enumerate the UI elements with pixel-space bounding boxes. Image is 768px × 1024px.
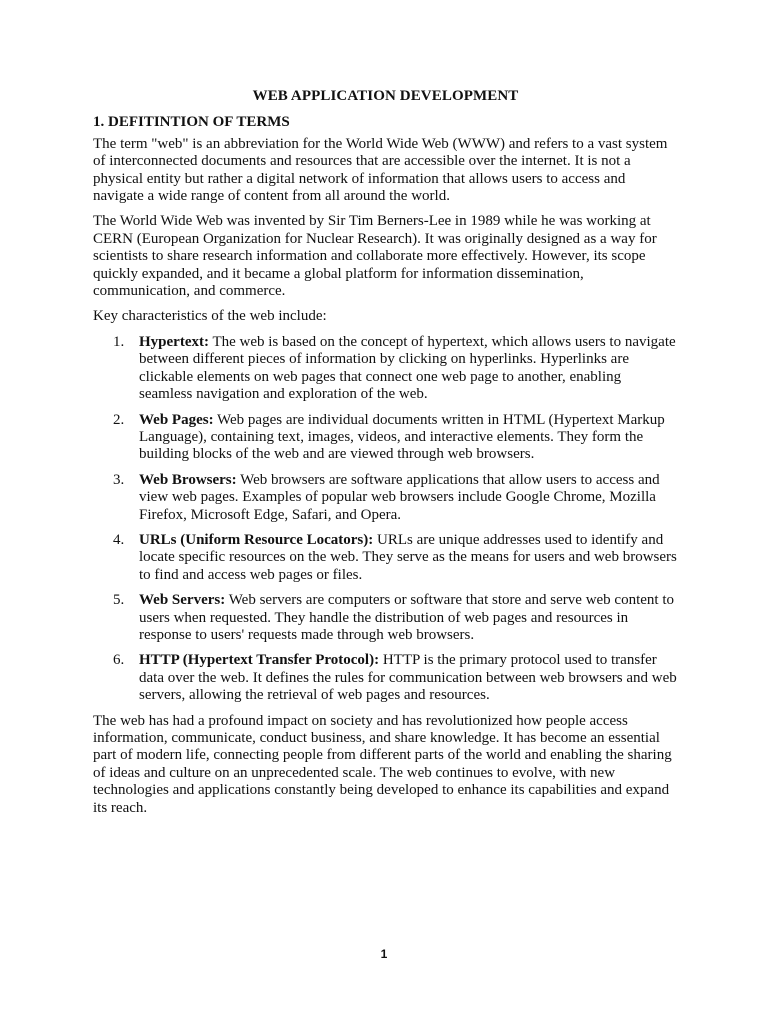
document-title: WEB APPLICATION DEVELOPMENT <box>252 88 519 104</box>
list-item <box>93 652 678 704</box>
list-item-text: Web pages are individual documents written in HTML (Hypertext Markup Language), containing text, images, videos, and interactive elements. They form the building blocks of the web and are viewed through web browsers. <box>139 411 665 463</box>
list-item-text: URLs are unique addresses used to identify and locate specific resources on the web. They serve as the means for users and web browsers to find and access web pages or files. <box>139 531 677 583</box>
list-item-text: The web is based on the concept of hypertext, which allows users to navigate between different pieces of information by clicking on hyperlinks. Hyperlinks are clickable elements on web pages that connect one web page to another, enabling seamless navigation and exploration of the web. <box>139 333 676 403</box>
list-item-number: 6. <box>113 652 125 669</box>
list-item-term: Hypertext: <box>139 333 209 350</box>
list-item-number: 5. <box>113 592 125 609</box>
list-item <box>93 472 678 524</box>
list-item <box>93 334 678 404</box>
list-item <box>93 592 678 644</box>
list-item-term: Web Servers: <box>139 592 226 609</box>
list-item-text: Web servers are computers or software that store and serve web content to users when requested. They handle the distribution of web pages and resources in response to users' requests made through web browsers. <box>139 592 675 643</box>
list-item-term: Web Browsers: <box>139 471 237 488</box>
section-heading: 1. DEFITINTION OF TERMS <box>93 114 290 131</box>
list-item-text: HTTP is the primary protocol used to transfer data over the web. It defines the rules for communication between web browsers and web servers, allowing the retrieval of web pages and resources. <box>139 652 677 704</box>
history-paragraph: The World Wide Web was invented by Sir Tim Berners-Lee in 1989 while he was working at CERN (European Organization for Nuclear Research). It was originally designed as a way for scientists to share research information and collaborate more effectively. However, its scope quickly expanded, and it became a global platform for information dissemination, communication, and commerce. <box>93 213 657 300</box>
list-item <box>93 412 678 464</box>
list-item-number: 2. <box>113 411 125 428</box>
document-body <box>93 88 678 825</box>
list-item-term: Web Pages: <box>139 411 214 428</box>
closing-paragraph: The web has had a profound impact on society and has revolutionized how people access information, communicate, conduct business, and share knowledge. It has become an essential part of modern life, connecting people from different parts of the world and enabling the sharing of ideas and culture on an unprecedented scale. The web continues to evolve, with new technologies and applications constantly being developed to enhance its capabilities and expand its reach. <box>93 712 672 816</box>
list-item-number: 1. <box>113 333 125 350</box>
characteristics-list <box>93 334 678 705</box>
page-number: 1 <box>380 947 388 961</box>
list-item-term: HTTP (Hypertext Transfer Protocol): <box>139 652 380 669</box>
intro-paragraph: The term "web" is an abbreviation for the World Wide Web (WWW) and refers to a vast system of interconnected documents and resources that are accessible over the internet. It is not a physical entity but rather a digital network of information that allows users to access and navigate a wide range of content from all around the world. <box>93 135 668 205</box>
list-intro-paragraph: Key characteristics of the web include: <box>93 308 327 325</box>
list-item-term: URLs (Uniform Resource Locators): <box>139 531 374 548</box>
list-item-number: 4. <box>113 531 125 548</box>
list-item <box>93 532 678 584</box>
list-item-text: Web browsers are software applications that allow users to access and view web pages. Examples of popular web browsers include Google Chrome, Mozilla Firefox, Microsoft Edge, Safari, and Opera. <box>139 471 660 523</box>
list-item-number: 3. <box>113 471 125 488</box>
